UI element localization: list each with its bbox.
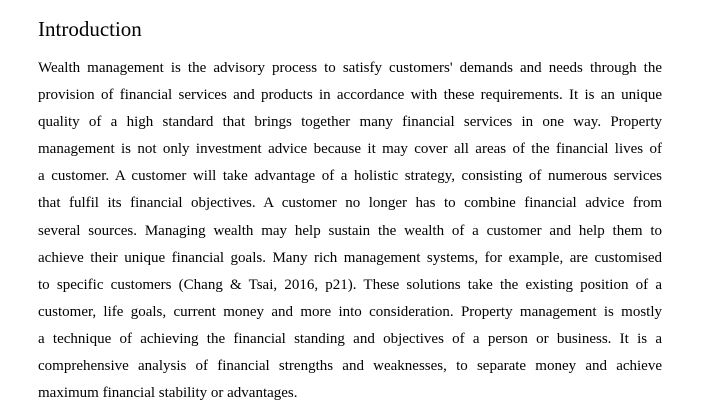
introduction-paragraph — [38, 55, 662, 407]
paragraph-line: Wealth management is the advisory process to satisfy customers' demands and needs through the — [38, 60, 662, 76]
paragraph-line: comprehensive analysis of financial strengths and weaknesses, to separate money and achieve — [38, 358, 662, 375]
paragraph-line: provision of financial services and products in accordance with these requirements. It is an unique — [38, 87, 662, 104]
paragraph-line: quality of a high standard that brings together many financial services in one way. Property — [38, 114, 662, 131]
paragraph-line: maximum financial stability or advantages. — [38, 385, 298, 402]
section-heading: Introduction — [38, 17, 142, 41]
document-page — [38, 16, 662, 407]
paragraph-line: to specific customers (Chang & Tsai, 2016, p21). These solutions take the existing position of a — [38, 276, 662, 293]
paragraph-line: a technique of achieving the financial standing and objectives of a person or business. It is a — [38, 330, 662, 347]
paragraph-line: that fulfil its financial objectives. A customer no longer has to combine financial advice from — [38, 195, 662, 212]
paragraph-line: achieve their unique financial goals. Many rich management systems, for example, are customised — [38, 249, 662, 266]
paragraph-line: several sources. Managing wealth may help sustain the wealth of a customer and help them to — [38, 222, 662, 239]
paragraph-line: a customer. A customer will take advantage of a holistic strategy, consisting of numerous services — [38, 168, 662, 185]
paragraph-line: management is not only investment advice because it may cover all areas of the financial lives of — [38, 141, 662, 158]
paragraph-line: customer, life goals, current money and more into consideration. Property management is mostly — [38, 303, 662, 320]
